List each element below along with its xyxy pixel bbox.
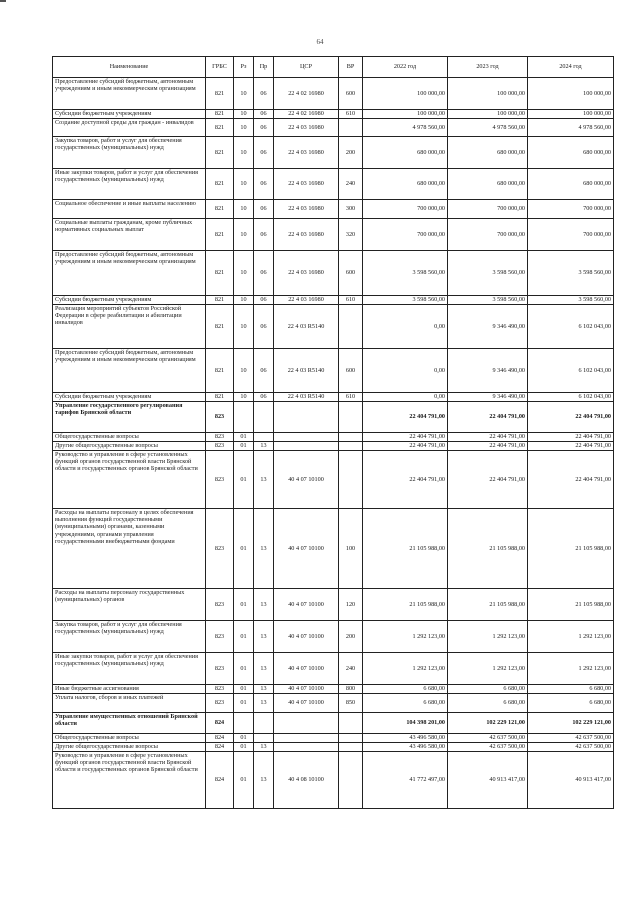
row-amount-2022: 22 404 791,00 [363,433,448,442]
row-amount-2024: 6 680,00 [528,694,614,713]
row-amount-2023: 1 292 123,00 [448,621,528,653]
row-csr [274,734,339,743]
row-rz: 10 [234,119,254,137]
row-vr [339,734,363,743]
row-csr [274,442,339,451]
row-vr: 240 [339,169,363,200]
row-amount-2022: 21 105 988,00 [363,589,448,621]
row-amount-2024: 22 404 791,00 [528,442,614,451]
row-name: Закупка товаров, работ и услуг для обеспечения государственных (муниципальных) нужд [53,137,206,169]
row-amount-2024: 700 000,00 [528,219,614,251]
row-rz: 01 [234,451,254,509]
row-amount-2024: 21 105 988,00 [528,589,614,621]
row-amount-2022: 43 496 580,00 [363,743,448,752]
row-csr [274,433,339,442]
row-amount-2024: 40 913 417,00 [528,752,614,809]
row-rz: 01 [234,734,254,743]
row-rz: 01 [234,433,254,442]
row-amount-2022: 43 496 580,00 [363,734,448,743]
col-header-2023: 2023 год [448,57,528,78]
row-amount-2022: 700 000,00 [363,200,448,219]
row-amount-2022: 100 000,00 [363,78,448,110]
row-csr: 22 4 03 16980 [274,169,339,200]
table-row [53,694,614,713]
row-name: Общегосударственные вопросы [53,433,206,442]
table-row [53,509,614,589]
row-name: Предоставление субсидий бюджетным, автономным учреждениям и иным некоммерческим организациям [53,349,206,393]
table-row [53,653,614,685]
row-rz: 10 [234,110,254,119]
table-row [53,349,614,393]
row-rz: 01 [234,589,254,621]
row-vr: 600 [339,251,363,296]
row-amount-2023: 100 000,00 [448,110,528,119]
row-rz: 10 [234,169,254,200]
row-pr: 13 [254,442,274,451]
budget-table [52,56,614,809]
row-amount-2023: 3 598 560,00 [448,251,528,296]
row-csr: 40 4 08 10100 [274,752,339,809]
row-amount-2023: 6 680,00 [448,694,528,713]
row-amount-2022: 41 772 497,00 [363,752,448,809]
row-pr: 06 [254,78,274,110]
row-csr [274,743,339,752]
row-vr: 610 [339,296,363,305]
row-amount-2022: 100 000,00 [363,110,448,119]
col-header-2024: 2024 год [528,57,614,78]
row-name: Закупка товаров, работ и услуг для обеспечения государственных (муниципальных) нужд [53,621,206,653]
row-rz: 01 [234,621,254,653]
row-pr: 13 [254,685,274,694]
table-row [53,219,614,251]
row-vr: 200 [339,137,363,169]
row-grbs: 823 [206,685,234,694]
row-grbs: 823 [206,653,234,685]
row-pr [254,402,274,433]
row-grbs: 821 [206,393,234,402]
row-amount-2022: 0,00 [363,349,448,393]
row-grbs: 823 [206,451,234,509]
table-row [53,589,614,621]
row-amount-2023: 9 346 490,00 [448,393,528,402]
row-amount-2022: 22 404 791,00 [363,451,448,509]
table-row [53,110,614,119]
row-csr: 22 4 03 16980 [274,119,339,137]
row-name: Реализация мероприятий субъектов Российской Федерации в сфере реабилитации и абилитации инвалидов [53,305,206,349]
table-row [53,78,614,110]
row-amount-2023: 21 105 988,00 [448,509,528,589]
row-amount-2022: 680 000,00 [363,137,448,169]
row-name: Иные бюджетные ассигнования [53,685,206,694]
row-amount-2022: 4 978 560,00 [363,119,448,137]
row-name: Управление государственного регулирования тарифов Брянской области [53,402,206,433]
row-amount-2022: 1 292 123,00 [363,653,448,685]
row-amount-2024: 680 000,00 [528,137,614,169]
row-csr: 40 4 07 10100 [274,694,339,713]
row-rz: 01 [234,509,254,589]
row-pr [254,734,274,743]
col-header-rz: Рз [234,57,254,78]
row-name: Субсидии бюджетным учреждениям [53,110,206,119]
table-row [53,433,614,442]
row-rz [234,713,254,734]
row-pr: 13 [254,694,274,713]
row-rz: 01 [234,685,254,694]
row-vr: 600 [339,78,363,110]
row-grbs: 821 [206,200,234,219]
row-csr: 40 4 07 10100 [274,621,339,653]
row-amount-2022: 1 292 123,00 [363,621,448,653]
row-vr [339,743,363,752]
row-vr [339,433,363,442]
row-rz: 01 [234,442,254,451]
row-vr [339,442,363,451]
row-rz: 01 [234,743,254,752]
table-row [53,119,614,137]
row-amount-2022: 0,00 [363,305,448,349]
row-amount-2023: 4 978 560,00 [448,119,528,137]
row-name: Предоставление субсидий бюджетным, автономным учреждениям и иным некоммерческим организациям [53,78,206,110]
col-header-vr: ВР [339,57,363,78]
row-pr: 13 [254,589,274,621]
row-csr: 22 4 03 16980 [274,219,339,251]
row-amount-2024: 6 102 043,00 [528,349,614,393]
row-vr: 850 [339,694,363,713]
row-amount-2024: 102 229 121,00 [528,713,614,734]
row-name: Создание доступной среды для граждан - инвалидов [53,119,206,137]
row-amount-2023: 3 598 560,00 [448,296,528,305]
row-csr: 22 4 03 16980 [274,200,339,219]
col-header-name: Наименование [53,57,206,78]
col-header-pr: Пр [254,57,274,78]
row-rz: 10 [234,78,254,110]
row-csr: 22 4 03 R5140 [274,393,339,402]
row-name: Субсидии бюджетным учреждениям [53,296,206,305]
row-amount-2023: 1 292 123,00 [448,653,528,685]
row-pr: 13 [254,653,274,685]
table-row [53,442,614,451]
row-amount-2024: 1 292 123,00 [528,621,614,653]
row-grbs: 824 [206,734,234,743]
table-row [53,621,614,653]
row-pr: 06 [254,119,274,137]
row-amount-2024: 21 105 988,00 [528,509,614,589]
row-csr: 40 4 07 10100 [274,685,339,694]
row-pr: 06 [254,296,274,305]
row-amount-2023: 22 404 791,00 [448,433,528,442]
row-csr: 22 4 03 16980 [274,296,339,305]
row-grbs: 824 [206,743,234,752]
row-grbs: 823 [206,442,234,451]
row-rz: 10 [234,349,254,393]
row-csr [274,402,339,433]
row-name: Управление имущественных отношений Брянской области [53,713,206,734]
table-row [53,734,614,743]
row-amount-2022: 21 105 988,00 [363,509,448,589]
row-amount-2024: 22 404 791,00 [528,402,614,433]
row-name: Иные закупки товаров, работ и услуг для обеспечения государственных (муниципальных) нужд [53,169,206,200]
row-name: Социальное обеспечение и иные выплаты населению [53,200,206,219]
row-amount-2022: 700 000,00 [363,219,448,251]
row-amount-2024: 6 102 043,00 [528,393,614,402]
row-pr: 13 [254,509,274,589]
row-pr: 06 [254,305,274,349]
table-body [53,78,614,809]
row-vr: 200 [339,621,363,653]
table-row [53,169,614,200]
row-grbs: 821 [206,251,234,296]
row-csr [274,713,339,734]
row-vr: 240 [339,653,363,685]
table-row [53,305,614,349]
row-rz: 10 [234,219,254,251]
row-rz: 10 [234,200,254,219]
row-rz [234,402,254,433]
row-vr [339,752,363,809]
row-csr: 40 4 07 10100 [274,653,339,685]
row-amount-2023: 9 346 490,00 [448,305,528,349]
row-name: Руководство и управление в сфере установленных функций органов государственной власти Брянской области и государственных органов Брянской области [53,752,206,809]
row-amount-2023: 40 913 417,00 [448,752,528,809]
row-amount-2022: 22 404 791,00 [363,442,448,451]
row-name: Иные закупки товаров, работ и услуг для обеспечения государственных (муниципальных) нужд [53,653,206,685]
row-vr [339,713,363,734]
row-pr: 13 [254,743,274,752]
row-pr: 06 [254,110,274,119]
scan-edge-mark [0,0,6,2]
row-amount-2022: 680 000,00 [363,169,448,200]
row-grbs: 821 [206,219,234,251]
row-rz: 10 [234,305,254,349]
row-amount-2024: 42 637 500,00 [528,734,614,743]
table-row [53,296,614,305]
table-row [53,200,614,219]
row-amount-2024: 6 680,00 [528,685,614,694]
row-csr: 40 4 07 10100 [274,509,339,589]
row-grbs: 824 [206,752,234,809]
row-amount-2023: 680 000,00 [448,169,528,200]
row-vr: 800 [339,685,363,694]
row-name: Расходы на выплаты персоналу в целях обеспечения выполнения функций государственными (муниципальными) органами, казенными учреждениями, органами управления государственными внебюджетными фондами [53,509,206,589]
row-amount-2022: 104 398 201,00 [363,713,448,734]
row-amount-2023: 9 346 490,00 [448,349,528,393]
col-header-grbs: ГРБС [206,57,234,78]
row-amount-2022: 6 680,00 [363,685,448,694]
row-amount-2023: 100 000,00 [448,78,528,110]
row-pr: 06 [254,169,274,200]
row-csr: 22 4 03 R5140 [274,349,339,393]
table-row [53,402,614,433]
row-grbs: 823 [206,509,234,589]
row-csr: 40 4 07 10100 [274,589,339,621]
row-grbs: 821 [206,78,234,110]
row-amount-2022: 6 680,00 [363,694,448,713]
row-vr [339,305,363,349]
table-row [53,251,614,296]
header-row [53,57,614,78]
row-pr [254,433,274,442]
row-amount-2024: 6 102 043,00 [528,305,614,349]
row-name: Социальные выплаты гражданам, кроме публичных нормативных социальных выплат [53,219,206,251]
row-name: Предоставление субсидий бюджетным, автономным учреждениям и иным некоммерческим организациям [53,251,206,296]
row-amount-2023: 21 105 988,00 [448,589,528,621]
row-amount-2024: 3 598 560,00 [528,251,614,296]
row-pr: 13 [254,621,274,653]
row-vr: 100 [339,509,363,589]
row-name: Общегосударственные вопросы [53,734,206,743]
row-vr: 610 [339,393,363,402]
row-rz: 10 [234,296,254,305]
row-amount-2024: 100 000,00 [528,78,614,110]
row-amount-2024: 42 637 500,00 [528,743,614,752]
row-name: Уплата налогов, сборов и иных платежей [53,694,206,713]
row-name: Расходы на выплаты персоналу государственных (муниципальных) органов [53,589,206,621]
row-vr: 610 [339,110,363,119]
row-name: Другие общегосударственные вопросы [53,743,206,752]
row-grbs: 821 [206,110,234,119]
row-grbs: 823 [206,694,234,713]
row-grbs: 823 [206,589,234,621]
row-amount-2023: 700 000,00 [448,219,528,251]
row-pr: 06 [254,393,274,402]
table-row [53,743,614,752]
row-pr: 06 [254,200,274,219]
row-grbs: 823 [206,621,234,653]
row-vr: 120 [339,589,363,621]
row-csr: 22 4 03 16980 [274,137,339,169]
row-rz: 01 [234,653,254,685]
row-grbs: 821 [206,137,234,169]
row-pr [254,713,274,734]
row-csr: 22 4 03 R5140 [274,305,339,349]
col-header-csr: ЦСР [274,57,339,78]
row-pr: 06 [254,251,274,296]
row-pr: 06 [254,137,274,169]
row-amount-2022: 3 598 560,00 [363,251,448,296]
row-grbs: 823 [206,402,234,433]
row-amount-2023: 22 404 791,00 [448,402,528,433]
row-vr [339,451,363,509]
row-amount-2024: 4 978 560,00 [528,119,614,137]
table-row [53,451,614,509]
table-row [53,713,614,734]
row-amount-2024: 3 598 560,00 [528,296,614,305]
row-amount-2024: 680 000,00 [528,169,614,200]
row-amount-2023: 6 680,00 [448,685,528,694]
row-rz: 01 [234,752,254,809]
table-row [53,137,614,169]
row-amount-2023: 102 229 121,00 [448,713,528,734]
row-grbs: 821 [206,119,234,137]
row-rz: 10 [234,137,254,169]
col-header-2022: 2022 год [363,57,448,78]
row-pr: 13 [254,752,274,809]
row-name: Субсидии бюджетным учреждениям [53,393,206,402]
row-rz: 10 [234,251,254,296]
row-csr: 22 4 03 16980 [274,251,339,296]
page-number: 64 [316,38,324,46]
row-amount-2023: 42 637 500,00 [448,743,528,752]
row-vr: 600 [339,349,363,393]
row-amount-2023: 700 000,00 [448,200,528,219]
row-pr: 06 [254,349,274,393]
row-vr: 300 [339,200,363,219]
row-pr: 06 [254,219,274,251]
row-name: Другие общегосударственные вопросы [53,442,206,451]
row-rz: 01 [234,694,254,713]
row-amount-2024: 22 404 791,00 [528,433,614,442]
table-row [53,685,614,694]
row-vr [339,402,363,433]
row-amount-2023: 22 404 791,00 [448,451,528,509]
row-grbs: 821 [206,349,234,393]
row-vr [339,119,363,137]
row-pr: 13 [254,451,274,509]
row-amount-2024: 1 292 123,00 [528,653,614,685]
row-amount-2023: 42 637 500,00 [448,734,528,743]
row-amount-2024: 22 404 791,00 [528,451,614,509]
table-row [53,752,614,809]
row-grbs: 821 [206,296,234,305]
row-grbs: 824 [206,713,234,734]
row-amount-2024: 700 000,00 [528,200,614,219]
row-grbs: 821 [206,305,234,349]
row-grbs: 821 [206,169,234,200]
row-csr: 22 4 02 16980 [274,78,339,110]
table-row [53,393,614,402]
row-amount-2022: 3 598 560,00 [363,296,448,305]
row-grbs: 823 [206,433,234,442]
row-amount-2024: 100 000,00 [528,110,614,119]
row-name: Руководство и управление в сфере установленных функций органов государственной власти Брянской области и государственных органов Брянской области [53,451,206,509]
row-amount-2023: 22 404 791,00 [448,442,528,451]
row-amount-2022: 22 404 791,00 [363,402,448,433]
row-csr: 40 4 07 10100 [274,451,339,509]
row-rz: 10 [234,393,254,402]
row-vr: 320 [339,219,363,251]
row-amount-2022: 0,00 [363,393,448,402]
row-amount-2023: 680 000,00 [448,137,528,169]
row-csr: 22 4 02 16980 [274,110,339,119]
